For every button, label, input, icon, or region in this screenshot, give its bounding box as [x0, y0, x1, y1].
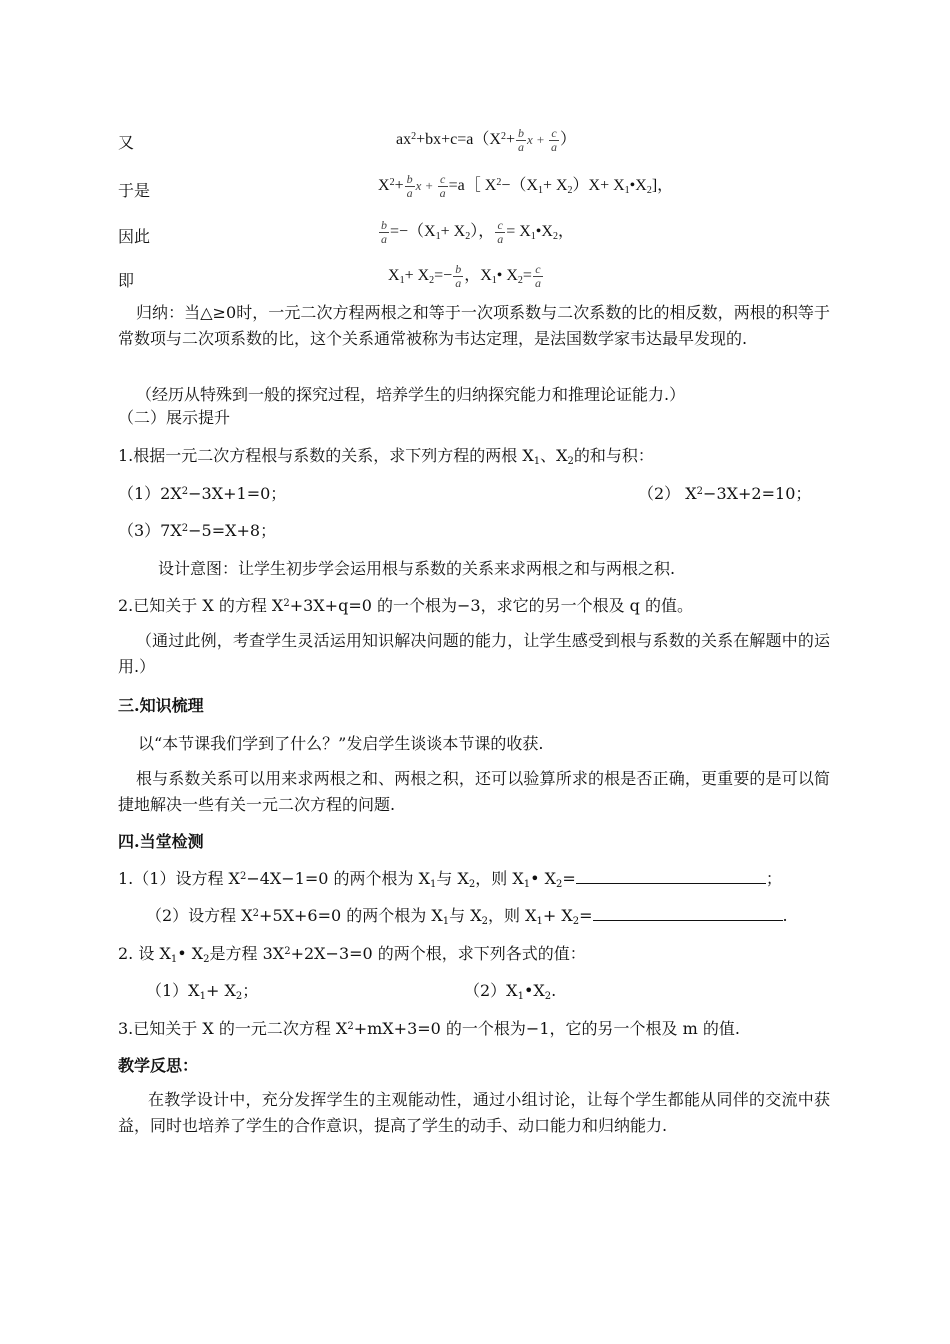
question-1-intro: 1.根据一元二次方程根与系数的关系，求下列方程的两根 $X_1$、$X_2$的和与积： — [118, 446, 654, 467]
test-2: 2. 设 $X_1•$ $X_2$是方程 $3X^2+2X-3=0$ 的两个根，求下列各式的值： — [118, 944, 586, 965]
summary-paragraph: 归纳：当△≥0时，一元二次方程两根之和等于一次项系数与二次系数的比的相反数，两根的积等于常数项与二次项系数的比，这个关系通常被称为韦达定理，是法国数学家韦达最早发现的. — [118, 303, 830, 348]
design-intent-note: 设计意图：让学生初步学会运用根与系数的关系来求两根之和与两根之积. — [158, 559, 676, 578]
test-3: 3.已知关于 X 的一元二次方程 $X^2+mX+3=0$ 的一个根为−1，它的另一个根及 m 的值. — [118, 1019, 740, 1038]
derivation-word-yinci: 因此 — [118, 227, 151, 246]
test-2-item-2: $(2)X_1•X_2$. — [464, 981, 557, 1002]
section-3-heading: 三.知识梳理 — [118, 696, 204, 715]
question-1-item-1: $(1)2X^2-3X+1=0$； — [118, 484, 287, 503]
derivation-line-2: $X^2+$ $\frac{b}{a}$ x + $\frac{c}{a}$ =a［ $X^2-(X_1+ X_2)X+$ $X_1•X_2$]， — [378, 171, 674, 200]
reflection-paragraph: 在教学设计中，充分发挥学生的主观能动性，通过小组讨论，让每个学生都能从同伴的交流中获益，同时也培养了学生的合作意识，提高了学生的动手、动口能力和归纳能力. — [118, 1090, 830, 1135]
derivation-line-4: $X_1+ X_2=-$ $\frac{b}{a}$ ，$X_1•$ $X_2=$ $\frac{c}{a}$ — [388, 261, 541, 290]
section-4-heading: 四.当堂检测 — [118, 832, 204, 851]
question-2: 2.已知关于 X 的方程 $X^2+3X+q=0$ 的一个根为−3，求它的另一个根及 q 的值。 — [118, 596, 693, 615]
process-note: （经历从特殊到一般的探究过程，培养学生的归纳探究能力和推理论证能力.） — [136, 385, 686, 404]
question-1-item-3: $(3)7X^2-5=X+8$； — [118, 521, 277, 540]
derivation-word-yushi: 于是 — [118, 181, 151, 200]
derivation-line-1: $ax^2+bx+c=a(X^2+$ $\frac{b}{a}$ x + $\frac{c}{a}$ ） — [396, 125, 577, 154]
derivation-line-3: $\frac{b}{a}$ $=-(X_1+ X_2)$， $\frac{c}{a}$ = $X_1•X_2$， — [381, 217, 574, 246]
test-2-item-1: $(1)X_1+ X_2$； — [146, 981, 259, 1002]
roots-relation-paragraph: 根与系数关系可以用来求两根之和、两根之积，还可以验算所求的根是否正确，更重要的是可以简捷地解决一些有关一元二次方程的问题. — [118, 769, 830, 814]
example-note: （通过此例，考查学生灵活运用知识解决问题的能力，让学生感受到根与系数的关系在解题中的运用.） — [118, 631, 830, 676]
question-1-item-2: （2） $X^2-3X+2=10$； — [638, 484, 812, 503]
test-1b: （2）设方程 $X^2+5X+6=0$ 的两个根为 $X_1$与 $X_2$，则 $X_1+ X_2=$ . — [146, 906, 788, 927]
derivation-word-you: 又 — [118, 133, 135, 152]
answer-blank-1b[interactable] — [593, 906, 783, 921]
section-zhanshi-heading: （二）展示提升 — [118, 408, 231, 427]
test-1a: 1.（1）设方程 $X^2-4X-1=0$ 的两个根为 $X_1$与 $X_2$，则 $X_1•$ $X_2=$ ； — [118, 869, 782, 890]
reflection-heading: 教学反思： — [118, 1056, 199, 1075]
summary-prompt: 以“本节课我们学到了什么？”发启学生谈谈本节课的收获. — [138, 734, 544, 753]
answer-blank-1a[interactable] — [576, 869, 766, 884]
derivation-word-ji: 即 — [118, 271, 135, 290]
